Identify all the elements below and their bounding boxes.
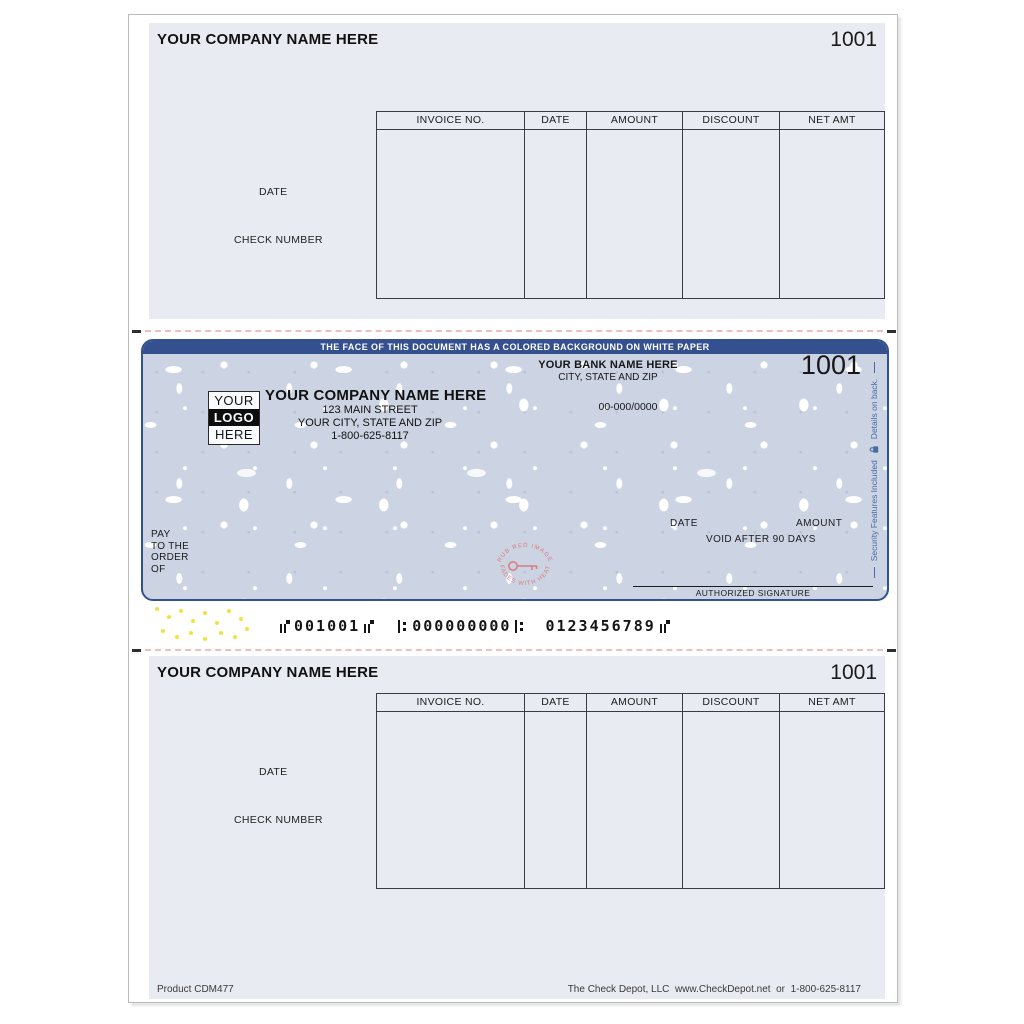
date-label: DATE — [259, 186, 288, 198]
micr-transit-symbol — [397, 620, 409, 633]
routing-fraction: 00-000/0000 — [598, 401, 658, 413]
stub-check-number: 1001 — [830, 28, 877, 51]
authorized-signature-label: AUTHORIZED SIGNATURE — [695, 588, 811, 598]
seal-top-text: RUB RED IMAGE — [497, 542, 553, 564]
micr-account-number: 0123456789 — [545, 617, 656, 635]
check-number-label: CHECK NUMBER — [234, 234, 323, 246]
table-cell-empty — [780, 130, 884, 298]
table-cell-empty — [780, 712, 884, 888]
security-features-text: Security Features Included — [869, 460, 879, 562]
remittance-table-header — [377, 694, 884, 712]
column-header-net-amt: NET AMT — [808, 114, 856, 126]
svg-text:FADES WITH HEAT — [498, 565, 552, 588]
product-code: Product CDM477 — [157, 984, 234, 995]
remittance-table-body — [377, 130, 884, 298]
table-cell-empty — [525, 712, 587, 888]
bank-city-state-zip: CITY, STATE AND ZIP — [558, 372, 658, 383]
table-cell-empty — [377, 712, 525, 888]
bottom-remittance-stub — [149, 656, 885, 999]
check-amount-label: AMOUNT — [796, 518, 843, 529]
key-icon — [509, 562, 537, 570]
column-header-discount: DISCOUNT — [683, 694, 780, 711]
security-dots — [155, 607, 159, 611]
remittance-table — [376, 111, 885, 299]
micr-line — [276, 617, 690, 635]
stub-company-name: YOUR COMPANY NAME HERE — [157, 664, 379, 681]
check-number: 1001 — [800, 350, 861, 380]
column-header-date: DATE — [525, 694, 587, 711]
signature-line — [633, 586, 873, 598]
micr-transit-symbol — [514, 620, 526, 633]
top-remittance-stub — [149, 23, 885, 319]
security-banner: THE FACE OF THIS DOCUMENT HAS A COLORED BACKGROUND ON WHITE PAPER — [143, 341, 887, 354]
stub-company-name: YOUR COMPANY NAME HERE — [157, 31, 379, 48]
vendor-info: The Check Depot, LLC www.CheckDepot.net or 1-800-625-8117 — [567, 984, 861, 995]
micr-onus-symbol — [659, 620, 671, 633]
check-body — [141, 339, 889, 601]
company-block — [265, 387, 487, 443]
stub-check-number: 1001 — [830, 661, 877, 684]
column-header-invoice-no: INVOICE NO. — [377, 694, 525, 711]
pay-to-the-order-of-label: PAY TO THE ORDER OF — [151, 529, 190, 575]
details-on-back-text: Details on back. — [869, 378, 879, 440]
sheet-footer — [157, 984, 861, 995]
bank-name: YOUR BANK NAME HERE — [538, 359, 678, 371]
padlock-icon — [869, 445, 879, 454]
table-cell-empty — [377, 130, 525, 298]
table-cell-empty — [683, 712, 780, 888]
micr-routing-group — [394, 617, 529, 635]
security-vertical-text — [868, 345, 880, 595]
company-phone: 1-800-625-8117 — [331, 430, 409, 442]
remittance-table — [376, 693, 885, 889]
table-cell-empty — [587, 130, 683, 298]
micr-account-group — [545, 617, 673, 635]
perforation-line — [129, 649, 899, 652]
heat-sensitive-seal — [493, 538, 557, 594]
remittance-table-header — [377, 112, 884, 130]
void-after-90-days-label: VOID AFTER 90 DAYS — [706, 534, 816, 545]
logo-placeholder — [208, 391, 260, 445]
tick-mark — [874, 567, 875, 578]
column-header-date: DATE — [525, 112, 587, 129]
company-name: YOUR COMPANY NAME HERE — [265, 387, 487, 404]
table-cell-empty — [683, 130, 780, 298]
perforation-tick — [887, 330, 896, 333]
perforation-tick — [887, 649, 896, 652]
check-number-label: CHECK NUMBER — [234, 814, 323, 826]
table-cell-empty — [587, 712, 683, 888]
company-address1: 123 MAIN STREET — [322, 404, 418, 416]
perforation-tick — [132, 330, 141, 333]
table-cell-empty — [525, 130, 587, 298]
logo-line: YOUR — [214, 393, 254, 408]
column-header-discount: DISCOUNT — [683, 112, 780, 129]
company-address2: YOUR CITY, STATE AND ZIP — [297, 417, 443, 429]
remittance-table-body — [377, 712, 884, 888]
perforation-tick — [132, 649, 141, 652]
column-header-amount: AMOUNT — [587, 112, 683, 129]
seal-bottom-text: FADES WITH HEAT — [497, 564, 553, 588]
date-label: DATE — [259, 766, 288, 778]
micr-check-number: 001001 — [294, 617, 361, 635]
check-date-label: DATE — [670, 518, 698, 529]
micr-check-number-group — [276, 617, 378, 635]
perforation-line — [129, 330, 899, 333]
check-sheet — [128, 14, 898, 1003]
column-header-amount: AMOUNT — [587, 694, 683, 711]
svg-text:RUB RED IMAGE — [497, 543, 553, 563]
micr-onus-symbol — [279, 620, 291, 633]
micr-routing-number: 000000000 — [412, 617, 512, 635]
logo-line: HERE — [214, 427, 254, 442]
logo-line: LOGO — [209, 409, 259, 426]
micr-onus-symbol — [363, 620, 375, 633]
tick-mark — [874, 362, 875, 373]
bank-block — [518, 359, 698, 383]
column-header-net-amt: NET AMT — [808, 696, 856, 708]
column-header-invoice-no: INVOICE NO. — [377, 112, 525, 129]
